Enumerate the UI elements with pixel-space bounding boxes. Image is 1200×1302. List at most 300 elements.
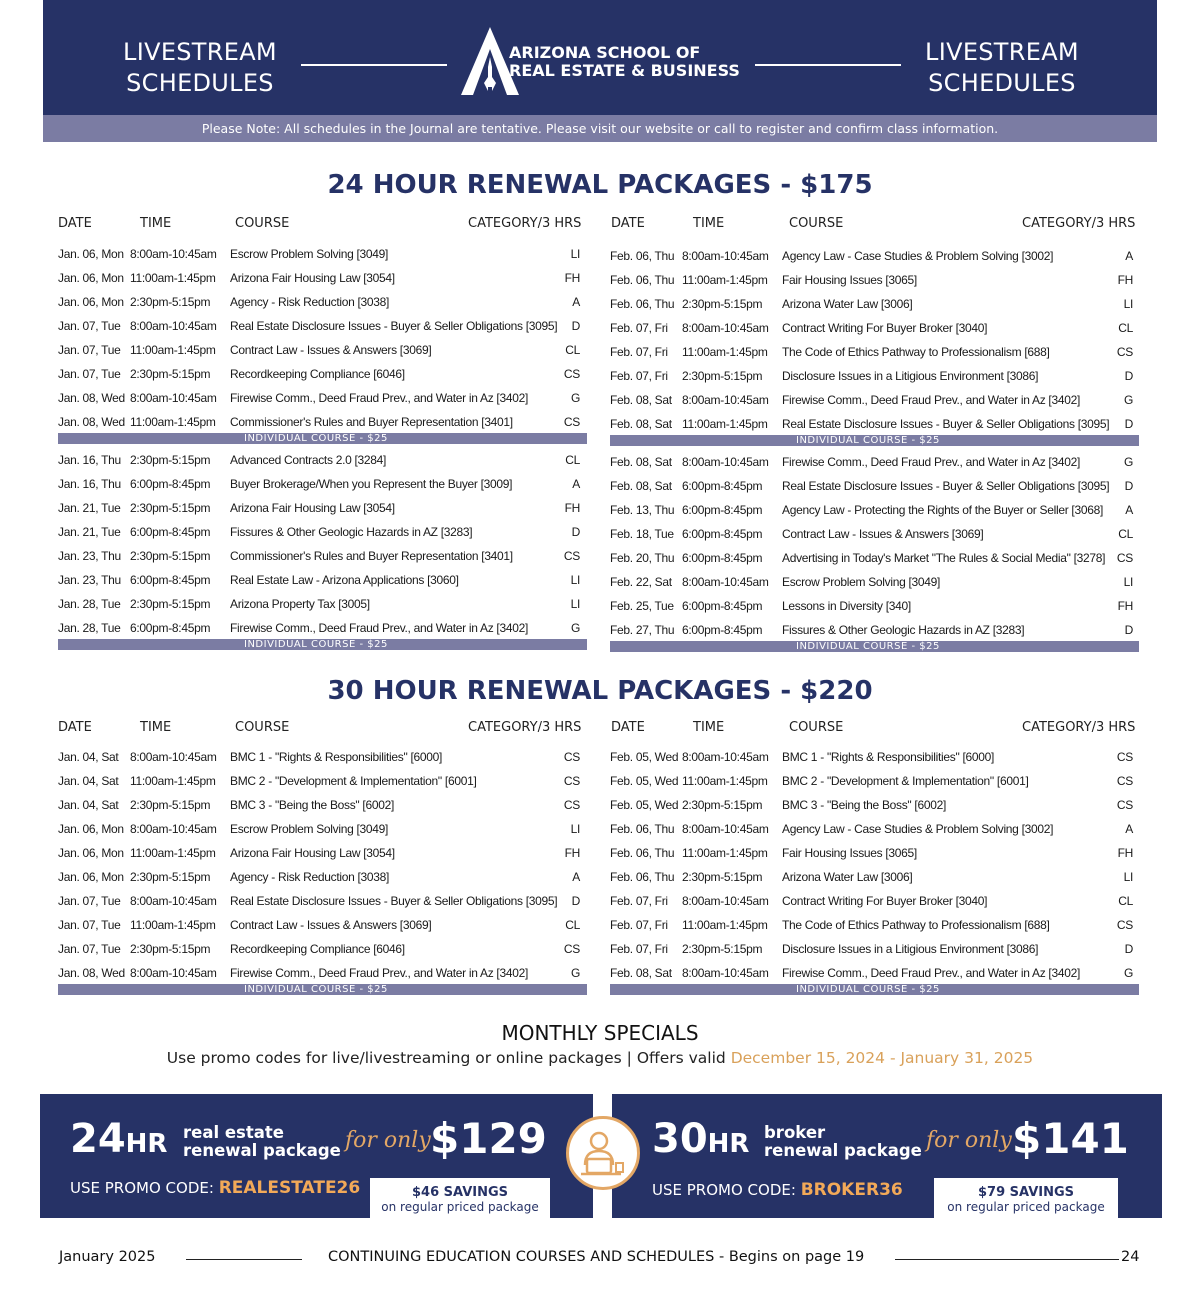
date-cell: Jan. 07, Tue — [58, 319, 121, 333]
date-cell: Feb. 05, Wed — [610, 750, 679, 764]
time-cell: 11:00am-1:45pm — [682, 273, 768, 287]
time-cell: 8:00am-10:45am — [130, 391, 217, 405]
time-cell: 11:00am-1:45pm — [130, 846, 216, 860]
time-cell: 11:00am-1:45pm — [130, 343, 216, 357]
specials-dates: December 15, 2024 - January 31, 2025 — [730, 1049, 1034, 1067]
course-cell: BMC 1 - "Rights & Responsibilities" [6000] — [782, 750, 995, 764]
promo-card-24hr[interactable] — [40, 1094, 593, 1218]
category-cell: CS — [563, 774, 580, 788]
course-cell: Agency Law - Case Studies & Problem Solving [3002] — [782, 249, 1054, 263]
table-row[interactable] — [58, 290, 587, 314]
category-cell: FH — [564, 501, 580, 515]
course-cell: Contract Law - Issues & Answers [3069] — [230, 343, 432, 357]
date-cell: Feb. 07, Fri — [610, 942, 668, 956]
table-row[interactable] — [610, 865, 1139, 889]
note-bar: Please Note: All schedules in the Journal are tentative. Please visit our website or call to register and confirm class information. — [43, 115, 1157, 142]
course-cell: Firewise Comm., Deed Fraud Prev., and Water in Az [3402] — [230, 966, 528, 980]
header-date: DATE — [611, 216, 645, 231]
date-cell: Jan. 23, Thu — [58, 573, 121, 587]
date-cell: Feb. 25, Tue — [610, 599, 674, 613]
category-cell: FH — [1117, 599, 1133, 613]
course-cell: Escrow Problem Solving [3049] — [230, 247, 389, 261]
date-cell: Jan. 08, Wed — [58, 391, 125, 405]
table-row[interactable] — [58, 362, 587, 386]
course-cell: Commissioner's Rules and Buyer Representation [3401] — [230, 415, 513, 429]
date-cell: Feb. 07, Fri — [610, 345, 668, 359]
logo-text — [509, 44, 740, 80]
header-time: TIME — [140, 216, 172, 231]
promo-hours: 24HR — [70, 1116, 168, 1162]
date-cell: Feb. 18, Tue — [610, 527, 674, 541]
table-row[interactable] — [58, 961, 587, 985]
promo-price: $141 — [1012, 1114, 1129, 1163]
time-cell: 8:00am-10:45am — [682, 894, 769, 908]
promo-code: USE PROMO CODE: REALESTATE26 — [70, 1178, 361, 1198]
header-course: COURSE — [235, 216, 290, 231]
date-cell: Jan. 28, Tue — [58, 597, 121, 611]
header-time: TIME — [140, 720, 172, 735]
table-row[interactable] — [610, 769, 1139, 793]
time-cell: 8:00am-10:45am — [130, 966, 217, 980]
table-row[interactable] — [610, 570, 1139, 594]
time-cell: 6:00pm-8:45pm — [682, 551, 763, 565]
divider — [186, 1259, 302, 1260]
table-row[interactable] — [58, 913, 587, 937]
category-cell: G — [570, 391, 580, 405]
category-cell: A — [572, 477, 580, 491]
table-row[interactable] — [610, 268, 1139, 292]
promo-price: $129 — [430, 1114, 547, 1163]
table-row[interactable] — [58, 496, 587, 520]
date-cell: Feb. 06, Thu — [610, 273, 675, 287]
date-cell: Jan. 07, Tue — [58, 367, 121, 381]
category-cell: CS — [563, 415, 580, 429]
course-cell: Firewise Comm., Deed Fraud Prev., and Water in Az [3402] — [782, 393, 1080, 407]
category-cell: CS — [563, 549, 580, 563]
date-cell: Jan. 21, Tue — [58, 501, 121, 515]
date-cell: Jan. 07, Tue — [58, 894, 121, 908]
header-category: CATEGORY/3 HRS — [468, 720, 582, 735]
table-row[interactable] — [58, 745, 587, 769]
table-row[interactable] — [610, 961, 1139, 985]
table-row[interactable] — [58, 793, 587, 817]
time-cell: 11:00am-1:45pm — [682, 774, 768, 788]
divider — [895, 1259, 1119, 1260]
category-cell: A — [1125, 822, 1133, 836]
time-cell: 6:00pm-8:45pm — [682, 623, 763, 637]
table-row[interactable] — [610, 745, 1139, 769]
table-row[interactable] — [58, 889, 587, 913]
time-cell: 11:00am-1:45pm — [682, 417, 768, 431]
course-cell: The Code of Ethics Pathway to Professionalism [688] — [782, 345, 1050, 359]
course-cell: Escrow Problem Solving [3049] — [230, 822, 389, 836]
category-cell: CS — [1116, 551, 1133, 565]
date-cell: Feb. 20, Thu — [610, 551, 675, 565]
table-row[interactable] — [610, 340, 1139, 364]
table-row[interactable] — [610, 244, 1139, 268]
header-date: DATE — [58, 216, 92, 231]
course-cell: Disclosure Issues in a Litigious Environment [3086] — [782, 942, 1039, 956]
left-title: LIVESTREAM SCHEDULES — [123, 38, 277, 97]
course-cell: Contract Writing For Buyer Broker [3040] — [782, 321, 988, 335]
date-cell: Feb. 06, Thu — [610, 297, 675, 311]
header-category: CATEGORY/3 HRS — [468, 216, 582, 231]
category-cell: CS — [1116, 345, 1133, 359]
time-cell: 8:00am-10:45am — [682, 966, 769, 980]
time-cell: 8:00am-10:45am — [130, 319, 217, 333]
time-cell: 2:30pm-5:15pm — [682, 369, 763, 383]
individual-course-label: INDIVIDUAL COURSE - $25 — [796, 984, 940, 995]
category-cell: CL — [1118, 321, 1133, 335]
course-cell: BMC 3 - "Being the Boss" [6002] — [782, 798, 946, 812]
time-cell: 6:00pm-8:45pm — [130, 621, 211, 635]
category-cell: CS — [1116, 750, 1133, 764]
date-cell: Jan. 08, Wed — [58, 966, 125, 980]
category-cell: CS — [563, 750, 580, 764]
category-cell: CL — [1118, 527, 1133, 541]
time-cell: 8:00am-10:45am — [682, 750, 769, 764]
category-cell: CL — [565, 918, 580, 932]
category-cell: D — [1124, 623, 1133, 637]
time-cell: 6:00pm-8:45pm — [682, 503, 763, 517]
course-cell: Disclosure Issues in a Litigious Environment [3086] — [782, 369, 1039, 383]
date-cell: Jan. 06, Mon — [58, 295, 124, 309]
time-cell: 8:00am-10:45am — [682, 393, 769, 407]
individual-course-bar[interactable] — [58, 433, 587, 444]
time-cell: 6:00pm-8:45pm — [130, 477, 211, 491]
course-cell: Real Estate Disclosure Issues - Buyer & Seller Obligations [3095] — [230, 319, 558, 333]
header-time: TIME — [693, 720, 725, 735]
promo-card-30hr[interactable] — [612, 1094, 1162, 1218]
category-cell: CL — [565, 453, 580, 467]
date-cell: Jan. 04, Sat — [58, 798, 119, 812]
category-cell: G — [1123, 455, 1133, 469]
table-row[interactable] — [610, 388, 1139, 412]
individual-course-bar[interactable] — [58, 984, 587, 995]
table-row[interactable] — [58, 338, 587, 362]
time-cell: 11:00am-1:45pm — [130, 271, 216, 285]
time-cell: 11:00am-1:45pm — [130, 774, 216, 788]
category-cell: CS — [1116, 774, 1133, 788]
category-cell: D — [571, 525, 580, 539]
individual-course-bar[interactable] — [58, 639, 587, 650]
time-cell: 2:30pm-5:15pm — [682, 870, 763, 884]
table-row[interactable] — [58, 841, 587, 865]
time-cell: 6:00pm-8:45pm — [130, 525, 211, 539]
date-cell: Jan. 06, Mon — [58, 846, 124, 860]
table-row[interactable] — [58, 769, 587, 793]
table-row[interactable] — [610, 292, 1139, 316]
table-row[interactable] — [58, 448, 587, 472]
date-cell: Feb. 07, Fri — [610, 369, 668, 383]
time-cell: 11:00am-1:45pm — [682, 345, 768, 359]
promo-package: real estate renewal package — [183, 1123, 341, 1160]
time-cell: 2:30pm-5:15pm — [130, 870, 211, 884]
category-cell: LI — [570, 573, 580, 587]
date-cell: Jan. 06, Mon — [58, 822, 124, 836]
category-cell: LI — [1123, 575, 1133, 589]
category-cell: LI — [570, 247, 580, 261]
table-row[interactable] — [610, 841, 1139, 865]
specials-title: MONTHLY SPECIALS — [501, 1021, 699, 1045]
course-cell: Arizona Property Tax [3005] — [230, 597, 370, 611]
individual-course-bar[interactable] — [610, 984, 1139, 995]
course-cell: Agency - Risk Reduction [3038] — [230, 870, 390, 884]
table-row[interactable] — [58, 386, 587, 410]
header-course: COURSE — [789, 216, 844, 231]
promo-hours: 30HR — [652, 1116, 750, 1162]
date-cell: Feb. 22, Sat — [610, 575, 672, 589]
date-cell: Feb. 06, Thu — [610, 822, 675, 836]
date-cell: Feb. 08, Sat — [610, 455, 672, 469]
table-row[interactable] — [610, 450, 1139, 474]
course-cell: Real Estate Disclosure Issues - Buyer & Seller Obligations [3095] — [782, 417, 1110, 431]
header-time: TIME — [693, 216, 725, 231]
category-cell: G — [570, 621, 580, 635]
category-cell: FH — [564, 271, 580, 285]
promo-code: USE PROMO CODE: BROKER36 — [652, 1180, 903, 1200]
category-cell: G — [1123, 393, 1133, 407]
time-cell: 11:00am-1:45pm — [130, 415, 216, 429]
category-cell: CL — [565, 343, 580, 357]
category-cell: FH — [1117, 273, 1133, 287]
table-row[interactable] — [58, 817, 587, 841]
table-row[interactable] — [58, 592, 587, 616]
category-cell: A — [1125, 249, 1133, 263]
course-cell: The Code of Ethics Pathway to Professionalism [688] — [782, 918, 1050, 932]
date-cell: Jan. 07, Tue — [58, 918, 121, 932]
page-number: 24 — [1121, 1249, 1140, 1265]
table-row[interactable] — [58, 568, 587, 592]
table-row[interactable] — [58, 616, 587, 640]
category-cell: D — [1124, 479, 1133, 493]
header-category: CATEGORY/3 HRS — [1022, 720, 1136, 735]
course-cell: Agency - Risk Reduction [3038] — [230, 295, 390, 309]
category-cell: G — [570, 966, 580, 980]
table-row[interactable] — [58, 544, 587, 568]
table-row[interactable] — [610, 913, 1139, 937]
logo-line2: REAL ESTATE & BUSINESS — [509, 61, 740, 80]
category-cell: CS — [1116, 798, 1133, 812]
category-cell: A — [572, 295, 580, 309]
time-cell: 8:00am-10:45am — [682, 822, 769, 836]
promo-package: broker renewal package — [764, 1123, 922, 1160]
date-cell: Feb. 27, Thu — [610, 623, 675, 637]
course-cell: Agency Law - Protecting the Rights of the Buyer or Seller [3068] — [782, 503, 1103, 517]
individual-course-label: INDIVIDUAL COURSE - $25 — [244, 639, 388, 650]
table-row[interactable] — [58, 520, 587, 544]
individual-course-label: INDIVIDUAL COURSE - $25 — [244, 984, 388, 995]
course-cell: Firewise Comm., Deed Fraud Prev., and Water in Az [3402] — [230, 391, 528, 405]
table-row[interactable] — [610, 522, 1139, 546]
individual-course-bar[interactable] — [610, 435, 1139, 446]
category-cell: D — [1124, 417, 1133, 431]
course-cell: Real Estate Disclosure Issues - Buyer & Seller Obligations [3095] — [782, 479, 1110, 493]
category-cell: D — [571, 894, 580, 908]
date-cell: Feb. 08, Sat — [610, 966, 672, 980]
date-cell: Jan. 07, Tue — [58, 343, 121, 357]
promo-savings: $46 SAVINGS on regular priced package — [370, 1178, 550, 1218]
table-row[interactable] — [58, 242, 587, 266]
specials-subtitle — [0, 1049, 1200, 1067]
course-cell: Agency Law - Case Studies & Problem Solving [3002] — [782, 822, 1054, 836]
time-cell: 8:00am-10:45am — [682, 249, 769, 263]
time-cell: 8:00am-10:45am — [130, 247, 217, 261]
date-cell: Jan. 16, Thu — [58, 453, 121, 467]
time-cell: 8:00am-10:45am — [682, 575, 769, 589]
header-course: COURSE — [235, 720, 290, 735]
category-cell: D — [1124, 369, 1133, 383]
date-cell: Jan. 08, Wed — [58, 415, 125, 429]
category-cell: CS — [563, 942, 580, 956]
date-cell: Feb. 08, Sat — [610, 393, 672, 407]
course-cell: BMC 1 - "Rights & Responsibilities" [6000] — [230, 750, 443, 764]
time-cell: 6:00pm-8:45pm — [130, 573, 211, 587]
course-cell: Arizona Water Law [3006] — [782, 870, 913, 884]
table-row[interactable] — [610, 412, 1139, 436]
time-cell: 2:30pm-5:15pm — [130, 549, 211, 563]
time-cell: 2:30pm-5:15pm — [130, 942, 211, 956]
table-row[interactable] — [610, 498, 1139, 522]
table-row[interactable] — [58, 937, 587, 961]
category-cell: CS — [563, 798, 580, 812]
course-cell: Contract Law - Issues & Answers [3069] — [782, 527, 984, 541]
course-cell: Arizona Fair Housing Law [3054] — [230, 501, 395, 515]
time-cell: 2:30pm-5:15pm — [130, 295, 211, 309]
time-cell: 6:00pm-8:45pm — [682, 527, 763, 541]
person-at-laptop-icon — [566, 1116, 640, 1190]
table-row[interactable] — [610, 937, 1139, 961]
table-row[interactable] — [58, 314, 587, 338]
time-cell: 2:30pm-5:15pm — [130, 453, 211, 467]
time-cell: 2:30pm-5:15pm — [130, 597, 211, 611]
table-row[interactable] — [610, 618, 1139, 642]
course-cell: Real Estate Disclosure Issues - Buyer & Seller Obligations [3095] — [230, 894, 558, 908]
course-cell: Fair Housing Issues [3065] — [782, 273, 917, 287]
table-row[interactable] — [610, 793, 1139, 817]
course-cell: Contract Law - Issues & Answers [3069] — [230, 918, 432, 932]
time-cell: 2:30pm-5:15pm — [682, 297, 763, 311]
course-cell: Arizona Fair Housing Law [3054] — [230, 271, 395, 285]
category-cell: LI — [1123, 870, 1133, 884]
course-cell: Arizona Water Law [3006] — [782, 297, 913, 311]
date-cell: Jan. 21, Tue — [58, 525, 121, 539]
category-cell: LI — [570, 822, 580, 836]
time-cell: 8:00am-10:45am — [682, 455, 769, 469]
date-cell: Jan. 04, Sat — [58, 750, 119, 764]
course-cell: Fair Housing Issues [3065] — [782, 846, 917, 860]
date-cell: Jan. 28, Tue — [58, 621, 121, 635]
table-row[interactable] — [610, 546, 1139, 570]
time-cell: 2:30pm-5:15pm — [130, 367, 211, 381]
table-row[interactable] — [610, 316, 1139, 340]
date-cell: Feb. 08, Sat — [610, 479, 672, 493]
date-cell: Jan. 06, Mon — [58, 870, 124, 884]
time-cell: 2:30pm-5:15pm — [130, 798, 211, 812]
divider — [755, 64, 901, 66]
category-cell: LI — [570, 597, 580, 611]
course-cell: BMC 3 - "Being the Boss" [6002] — [230, 798, 394, 812]
date-cell: Jan. 06, Mon — [58, 247, 124, 261]
individual-course-label: INDIVIDUAL COURSE - $25 — [796, 641, 940, 652]
logo-line1: ARIZONA SCHOOL OF — [509, 43, 701, 62]
course-cell: Recordkeeping Compliance [6046] — [230, 367, 405, 381]
right-title: LIVESTREAM SCHEDULES — [925, 38, 1079, 97]
category-cell: D — [571, 319, 580, 333]
course-cell: BMC 2 - "Development & Implementation" [6001] — [782, 774, 1029, 788]
course-cell: Firewise Comm., Deed Fraud Prev., and Water in Az [3402] — [782, 455, 1080, 469]
table-row[interactable] — [58, 865, 587, 889]
table-row[interactable] — [610, 594, 1139, 618]
time-cell: 11:00am-1:45pm — [682, 846, 768, 860]
course-cell: Lessons in Diversity [340] — [782, 599, 911, 613]
table-row[interactable] — [58, 472, 587, 496]
date-cell: Jan. 07, Tue — [58, 942, 121, 956]
section-title: 24 HOUR RENEWAL PACKAGES - $175 — [327, 170, 873, 200]
date-cell: Feb. 05, Wed — [610, 774, 679, 788]
header-banner — [43, 0, 1157, 115]
promo-for-only: for only — [345, 1128, 431, 1153]
table-row[interactable] — [610, 364, 1139, 388]
time-cell: 6:00pm-8:45pm — [682, 599, 763, 613]
date-cell: Feb. 06, Thu — [610, 249, 675, 263]
date-cell: Jan. 23, Thu — [58, 549, 121, 563]
time-cell: 8:00am-10:45am — [130, 894, 217, 908]
section-title: 30 HOUR RENEWAL PACKAGES - $220 — [327, 676, 873, 706]
footer-caption: CONTINUING EDUCATION COURSES AND SCHEDULES - Begins on page 19 — [328, 1249, 865, 1265]
header-date: DATE — [58, 720, 92, 735]
header-category: CATEGORY/3 HRS — [1022, 216, 1136, 231]
course-cell: Commissioner's Rules and Buyer Representation [3401] — [230, 549, 513, 563]
category-cell: LI — [1123, 297, 1133, 311]
date-cell: Feb. 06, Thu — [610, 870, 675, 884]
category-cell: A — [572, 870, 580, 884]
table-row[interactable] — [610, 474, 1139, 498]
course-cell: Escrow Problem Solving [3049] — [782, 575, 941, 589]
course-cell: Fissures & Other Geologic Hazards in AZ [3283] — [782, 623, 1025, 637]
table-row[interactable] — [610, 889, 1139, 913]
divider — [301, 64, 447, 66]
time-cell: 2:30pm-5:15pm — [682, 942, 763, 956]
course-cell: Fissures & Other Geologic Hazards in AZ [3283] — [230, 525, 473, 539]
table-row[interactable] — [58, 410, 587, 434]
header-date: DATE — [611, 720, 645, 735]
promo-savings: $79 SAVINGS on regular priced package — [934, 1178, 1118, 1218]
individual-course-label: INDIVIDUAL COURSE - $25 — [244, 433, 388, 444]
date-cell: Feb. 13, Thu — [610, 503, 675, 517]
time-cell: 8:00am-10:45am — [682, 321, 769, 335]
category-cell: CS — [563, 367, 580, 381]
date-cell: Feb. 06, Thu — [610, 846, 675, 860]
table-row[interactable] — [610, 817, 1139, 841]
date-cell: Jan. 06, Mon — [58, 271, 124, 285]
date-cell: Feb. 07, Fri — [610, 321, 668, 335]
category-cell: FH — [564, 846, 580, 860]
date-cell: Feb. 08, Sat — [610, 417, 672, 431]
category-cell: A — [1125, 503, 1133, 517]
course-cell: Contract Writing For Buyer Broker [3040] — [782, 894, 988, 908]
category-cell: D — [1124, 942, 1133, 956]
time-cell: 11:00am-1:45pm — [130, 918, 216, 932]
date-cell: Jan. 16, Thu — [58, 477, 121, 491]
individual-course-bar[interactable] — [610, 641, 1139, 652]
header-course: COURSE — [789, 720, 844, 735]
individual-course-label: INDIVIDUAL COURSE - $25 — [796, 435, 940, 446]
date-cell: Feb. 07, Fri — [610, 918, 668, 932]
time-cell: 8:00am-10:45am — [130, 822, 217, 836]
date-cell: Jan. 04, Sat — [58, 774, 119, 788]
table-row[interactable] — [58, 266, 587, 290]
